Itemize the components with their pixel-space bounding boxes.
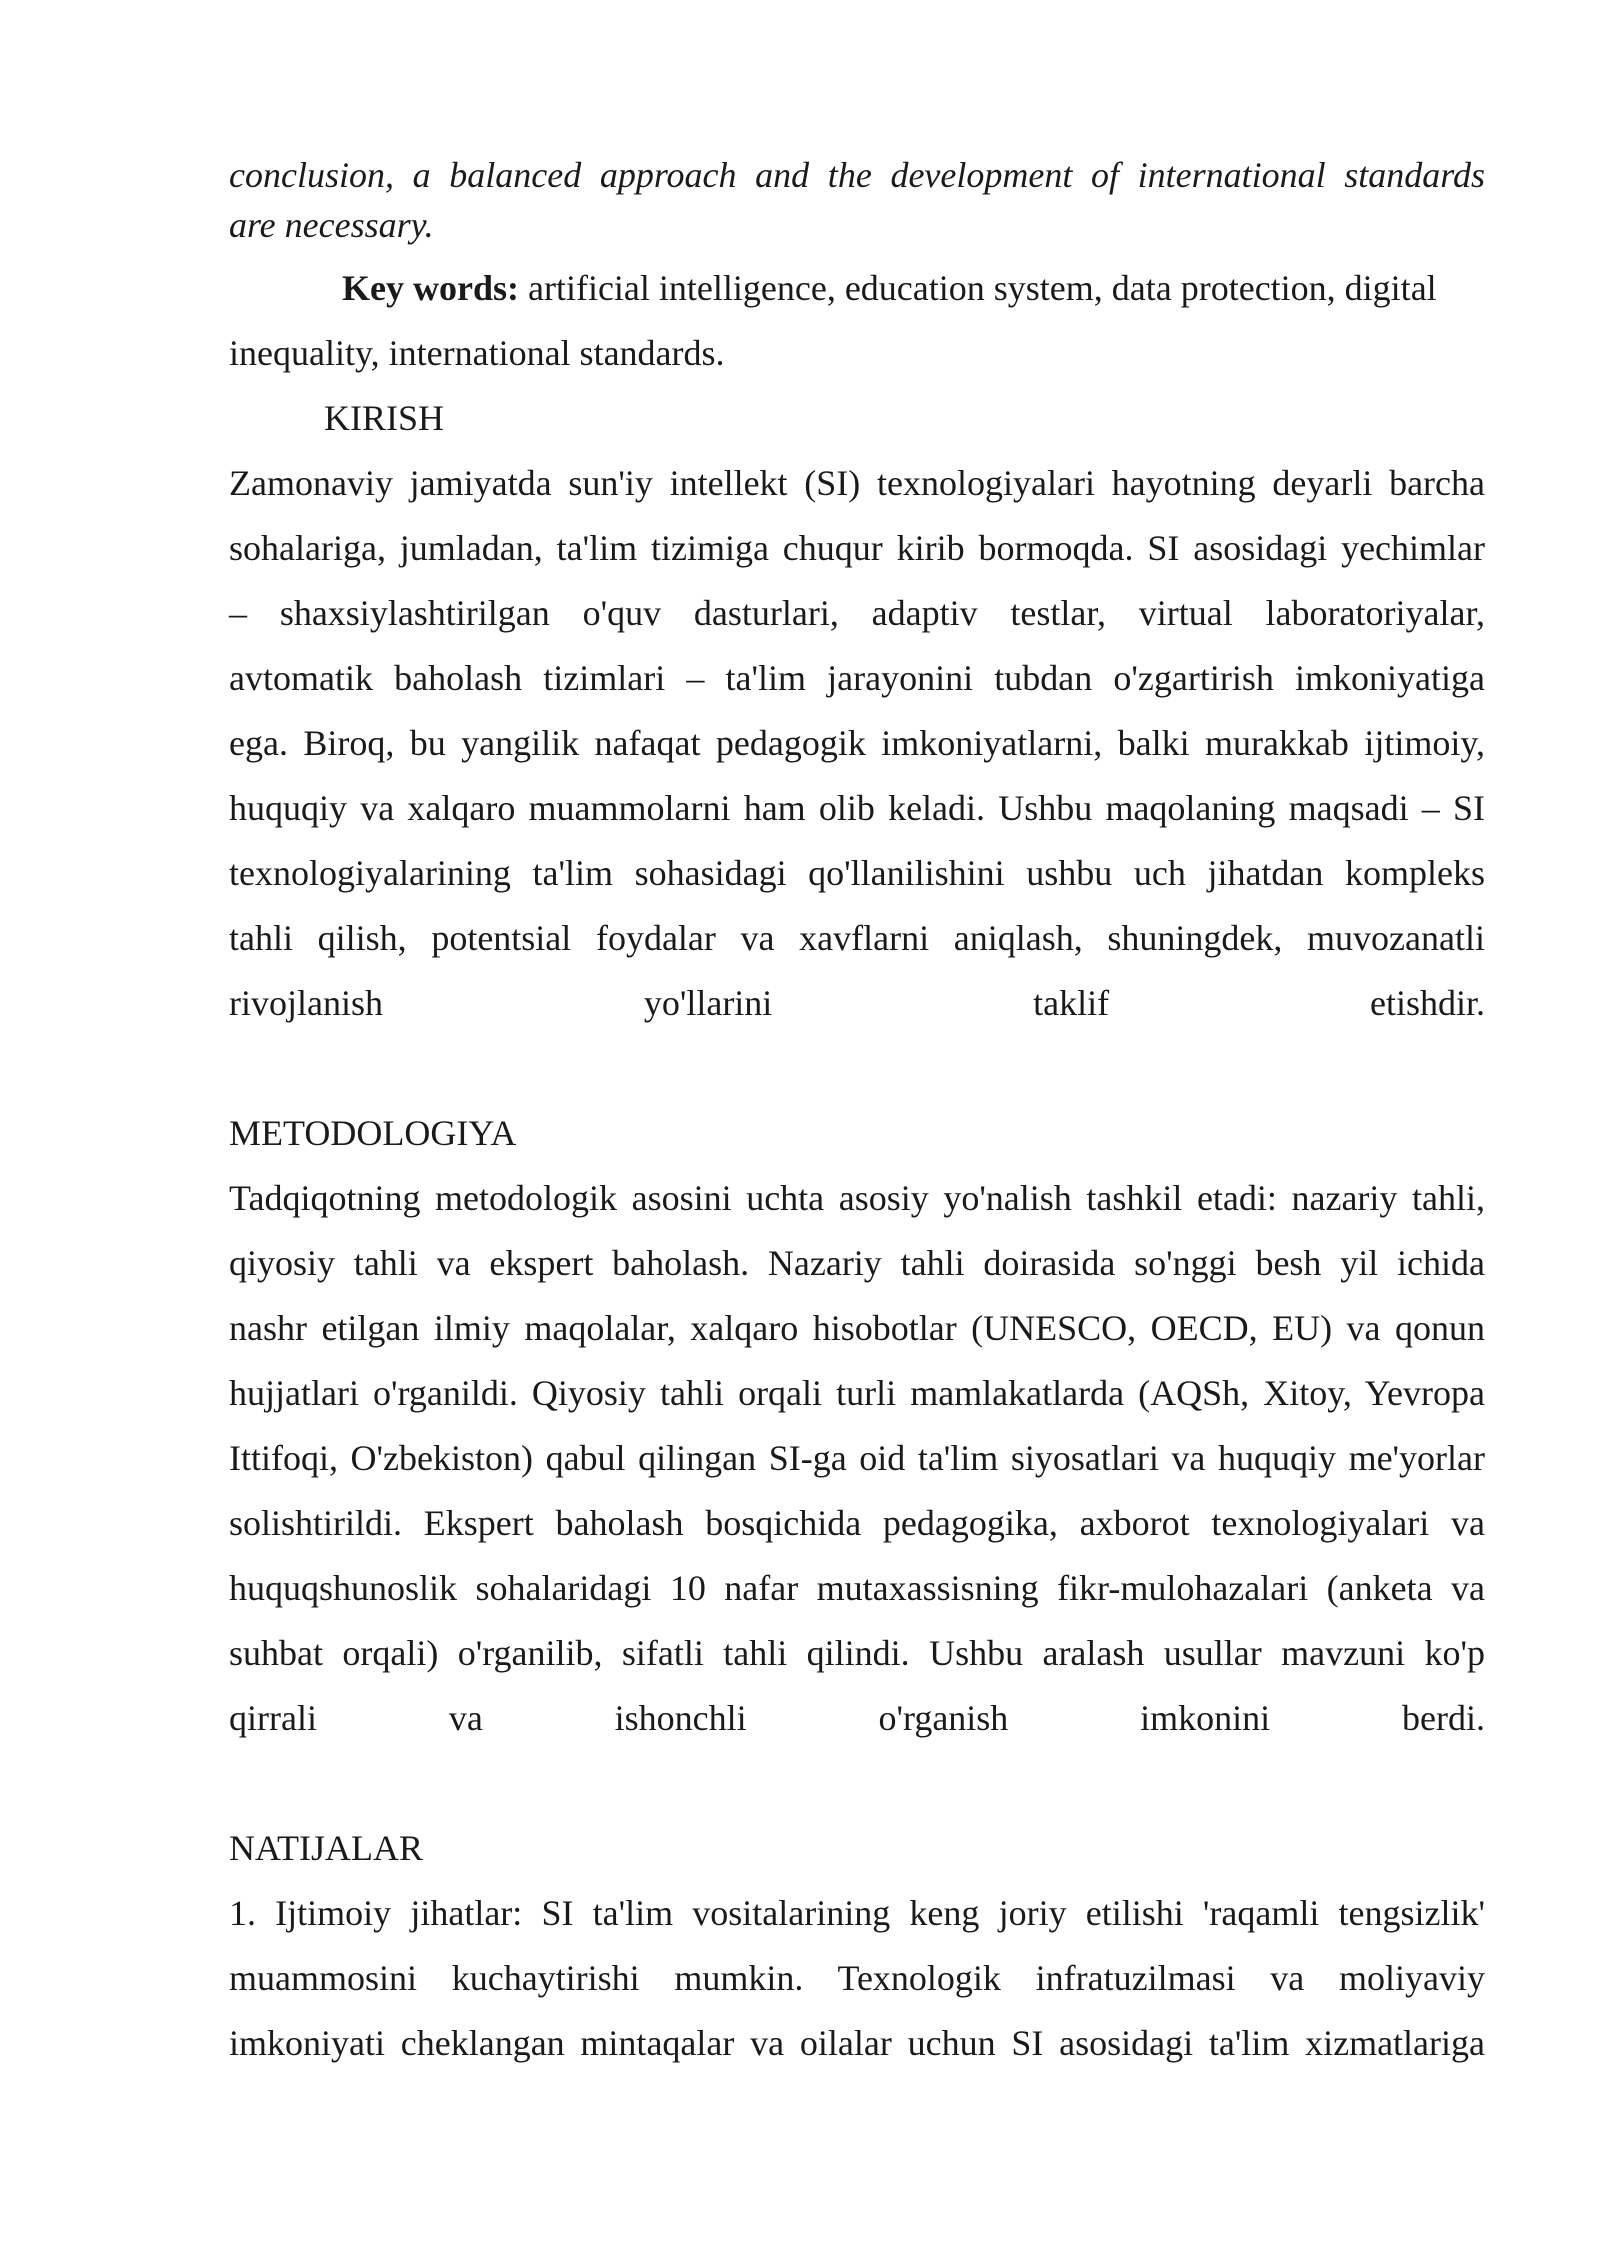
- paragraph-line: rivojlanish yo'llarini taklif etishdir.: [229, 983, 1485, 1023]
- paragraph-line: suhbat orqali) o'rganilib, sifatli tahli qilindi. Ushbu aralash usullar mavzuni ko'p: [229, 1633, 1485, 1673]
- section-body-kirish: [229, 451, 1485, 1036]
- keywords-text: artificial intelligence, education system, data protection, digital: [518, 268, 1437, 308]
- paragraph-line: ega. Biroq, bu yangilik nafaqat pedagogik imkoniyatlarni, balki murakkab ijtimoiy,: [229, 723, 1485, 763]
- keywords-line: [229, 256, 1485, 321]
- paragraph-line: Tadqiqotning metodologik asosini uchta asosiy yo'nalish tashkil etadi: nazariy tahli,: [229, 1178, 1485, 1218]
- paragraph-line: huquqiy va xalqaro muammolarni ham olib keladi. Ushbu maqolaning maqsadi – SI: [229, 788, 1485, 828]
- keywords-line: inequality, international standards.: [229, 333, 725, 373]
- paragraph-line: nashr etilgan ilmiy maqolalar, xalqaro hisobotlar (UNESCO, OECD, EU) va qonun: [229, 1308, 1485, 1348]
- section-body-metodologiya: [229, 1166, 1485, 1751]
- paragraph-line: avtomatik baholash tizimlari – ta'lim jarayonini tubdan o'zgartirish imkoniyatiga: [229, 658, 1485, 698]
- paragraph-line: – shaxsiylashtirilgan o'quv dasturlari, adaptiv testlar, virtual laboratoriyalar,: [229, 593, 1485, 633]
- paragraph-line: Zamonaviy jamiyatda sun'iy intellekt (SI) texnologiyalari hayotning deyarli barcha: [229, 463, 1485, 503]
- paragraph-line: tahli qilish, potentsial foydalar va xavflarni aniqlash, shuningdek, muvozanatli: [229, 918, 1485, 958]
- paragraph-line: 1. Ijtimoiy jihatlar: SI ta'lim vositalarining keng joriy etilishi 'raqamli tengsizlik': [229, 1893, 1485, 1933]
- paragraph-line: muammosini kuchaytirishi mumkin. Texnologik infratuzilmasi va moliyaviy: [229, 1958, 1485, 1998]
- paragraph-line: solishtirildi. Ekspert baholash bosqichida pedagogika, axborot texnologiyalari va: [229, 1503, 1485, 1543]
- abstract-line: are necessary.: [229, 205, 434, 245]
- paragraph-line: Ittifoqi, O'zbekiston) qabul qilingan SI-ga oid ta'lim siyosatlari va huquqiy me'yorlar: [229, 1438, 1485, 1478]
- section-gap: [229, 1751, 1485, 1816]
- abstract-line: conclusion, a balanced approach and the development of international standards: [229, 155, 1485, 195]
- paragraph-line: huquqshunoslik sohalaridagi 10 nafar mutaxassisning fikr-mulohazalari (anketa va: [229, 1568, 1485, 1608]
- section-heading-natijalar: NATIJALAR: [229, 1828, 423, 1868]
- section-body-natijalar: [229, 1881, 1485, 2076]
- paragraph-line: qiyosiy tahli va ekspert baholash. Nazariy tahli doirasida so'nggi besh yil ichida: [229, 1243, 1485, 1283]
- section-gap: [229, 1036, 1485, 1101]
- paragraph-line: imkoniyati cheklangan mintaqalar va oilalar uchun SI asosidagi ta'lim xizmatlariga: [229, 2023, 1485, 2063]
- section-heading-metodologiya: METODOLOGIYA: [229, 1113, 517, 1153]
- section-heading-kirish: KIRISH: [324, 398, 445, 438]
- paragraph-line: sohalariga, jumladan, ta'lim tizimiga chuqur kirib bormoqda. SI asosidagi yechimlar: [229, 528, 1485, 568]
- keywords-label: Key words:: [342, 268, 519, 308]
- document-page: [229, 150, 1485, 2076]
- paragraph-line: qirrali va ishonchli o'rganish imkonini berdi.: [229, 1698, 1485, 1738]
- paragraph-line: hujjatlari o'rganildi. Qiyosiy tahli orqali turli mamlakatlarda (AQSh, Xitoy, Yevropa: [229, 1373, 1485, 1413]
- paragraph-line: texnologiyalarining ta'lim sohasidagi qo'llanilishini ushbu uch jihatdan kompleks: [229, 853, 1485, 893]
